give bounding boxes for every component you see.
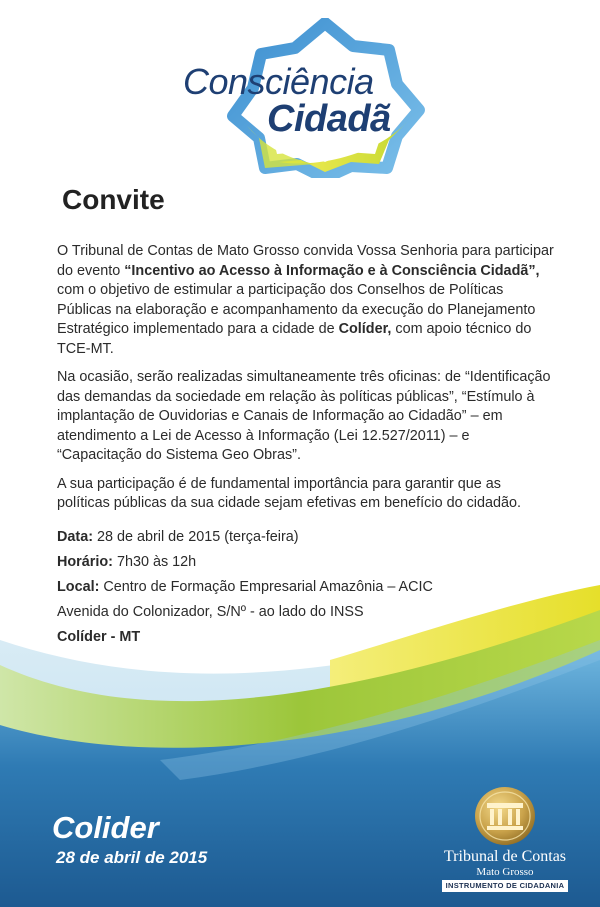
time-row — [57, 553, 557, 578]
tce-state: Mato Grosso — [476, 866, 534, 878]
paragraph-invitation — [57, 242, 557, 359]
date-label: Data: — [57, 529, 93, 545]
footer-date: 28 de abril de 2015 — [56, 848, 208, 867]
paragraph-text: O Tribunal de Contas de Mato Grosso convida Vossa Senhoria para participar do evento — [57, 243, 554, 279]
date-row — [57, 528, 557, 553]
columns-seal-icon — [467, 785, 543, 847]
time-label: Horário: — [57, 554, 113, 570]
tce-logo — [430, 785, 580, 895]
address-row: Avenida do Colonizador, S/Nº - ao lado do INSS — [57, 604, 364, 620]
city-name: Colíder, — [338, 321, 392, 337]
paragraph-importance: A sua participação é de fundamental importância para garantir que as políticas públicas da sua cidade sejam efetivas em benefício do cidadão. — [57, 475, 521, 511]
footer-city: Colider — [52, 810, 159, 845]
consciencia-cidada-logo — [175, 18, 425, 178]
paragraph-text: com apoio técnico do TCE-MT. — [57, 321, 532, 357]
place-label: Local: — [57, 579, 100, 595]
event-name: “Incentivo ao Acesso à Informação e à Consciência Cidadã”, — [124, 262, 540, 279]
date-value: 28 de abril de 2015 (terça-feira) — [92, 529, 299, 545]
page-title: Convite — [62, 184, 165, 215]
time-value: 7h30 às 12h — [112, 554, 197, 570]
event-details — [57, 528, 557, 653]
place-value: Centro de Formação Empresarial Amazônia – ACIC — [99, 579, 433, 595]
paragraph-text: com o objetivo de estimular a participação dos Conselhos de Políticas Públicas na elaboração e acompanhamento da execução do Planejamento Estratégico implementado para a cidade de — [57, 282, 536, 337]
tce-tagline: INSTRUMENTO DE CIDADANIA — [442, 880, 568, 892]
logo-text-line1: Consciência — [183, 61, 374, 102]
invitation-body — [57, 242, 557, 523]
city-row: Colíder - MT — [57, 629, 141, 645]
tce-name: Tribunal de Contas — [443, 848, 567, 865]
paragraph-workshops: Na ocasião, serão realizadas simultaneamente três oficinas: de “Identificação das demandas da sociedade em relação às políticas públicas”, “Estímulo à implantação de Ouvidorias e Canais de Informação ao Cidadão” – em atendimento a Lei de Acesso à Informação (Lei 12.527/2011) – e “Capacitação do Sistema Geo Obras”. — [57, 369, 551, 463]
place-row — [57, 578, 557, 603]
logo-text-line2: Cidadã — [267, 98, 391, 140]
